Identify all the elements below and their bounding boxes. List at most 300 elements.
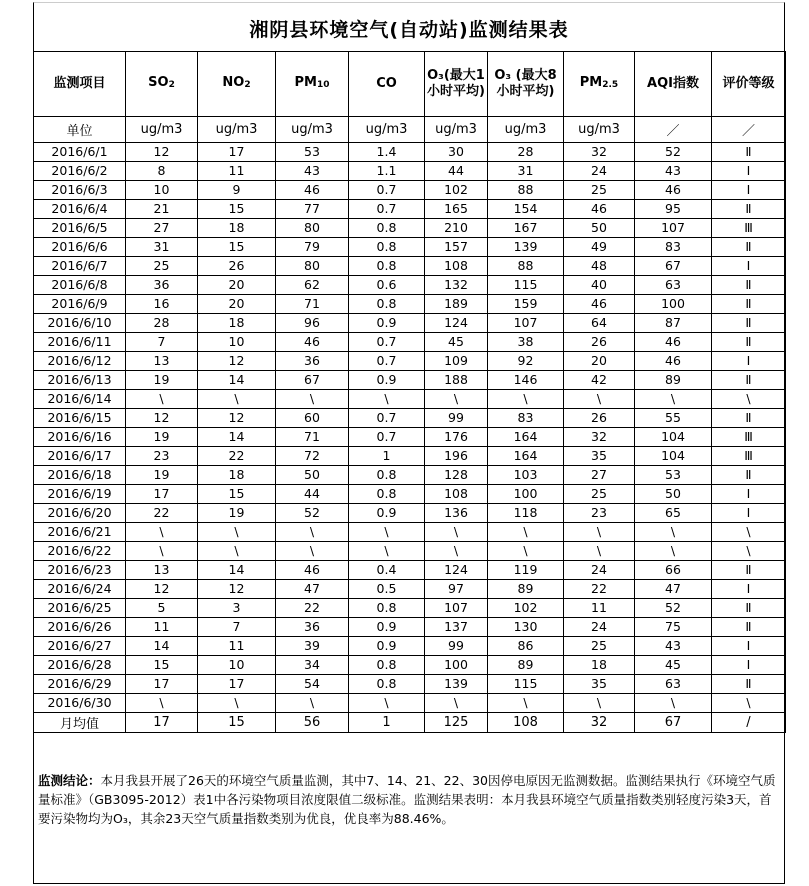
- header-subscript: 2: [244, 80, 251, 90]
- table-row: [34, 219, 786, 238]
- table-cell: Ⅱ: [712, 675, 786, 694]
- table-cell: 19: [126, 428, 198, 447]
- table-cell: \: [126, 523, 198, 542]
- table-cell: 8: [126, 162, 198, 181]
- table-cell: \: [198, 542, 276, 561]
- table-cell: Ⅱ: [712, 561, 786, 580]
- table-cell: 1.4: [349, 143, 425, 162]
- table-cell: 0.8: [349, 466, 425, 485]
- table-cell: 18: [198, 314, 276, 333]
- table-row: [34, 181, 786, 200]
- table-cell: 0.8: [349, 485, 425, 504]
- conclusion: [38, 771, 782, 828]
- table-cell: 13: [126, 352, 198, 371]
- table-cell: ug/m3: [198, 117, 276, 143]
- table-cell: Ⅲ: [712, 428, 786, 447]
- table-cell: 14: [198, 371, 276, 390]
- table-cell: 11: [198, 162, 276, 181]
- table-cell: 2016/6/27: [34, 637, 126, 656]
- table-cell: 0.8: [349, 257, 425, 276]
- table-cell: \: [712, 694, 786, 713]
- table-cell: 23: [126, 447, 198, 466]
- table-cell: 16: [126, 295, 198, 314]
- table-cell: 2016/6/8: [34, 276, 126, 295]
- table-cell: 164: [488, 447, 564, 466]
- table-cell: 104: [635, 447, 712, 466]
- table-row: [34, 561, 786, 580]
- table-cell: 26: [564, 409, 635, 428]
- table-cell: 188: [425, 371, 488, 390]
- table-cell: 2016/6/6: [34, 238, 126, 257]
- table-cell: ／: [635, 117, 712, 143]
- table-row: [34, 542, 786, 561]
- table-cell: 102: [488, 599, 564, 618]
- table-row: [34, 694, 786, 713]
- table-cell: 89: [488, 656, 564, 675]
- table-cell: 0.7: [349, 200, 425, 219]
- table-cell: 2016/6/12: [34, 352, 126, 371]
- table-row: [34, 200, 786, 219]
- table-cell: \: [425, 542, 488, 561]
- table-cell: 0.5: [349, 580, 425, 599]
- table-cell: Ⅰ: [712, 485, 786, 504]
- table-cell: 124: [425, 314, 488, 333]
- table-cell: 22: [198, 447, 276, 466]
- table-cell: 28: [126, 314, 198, 333]
- table-cell: \: [126, 542, 198, 561]
- table-cell: ug/m3: [276, 117, 349, 143]
- header-main: PM: [579, 75, 603, 90]
- table-cell: 44: [276, 485, 349, 504]
- table-cell: 25: [564, 485, 635, 504]
- table-cell: 47: [635, 580, 712, 599]
- table-cell: 35: [564, 447, 635, 466]
- table-row: [34, 504, 786, 523]
- table-row: [34, 257, 786, 276]
- table-cell: 189: [425, 295, 488, 314]
- table-cell: Ⅱ: [712, 333, 786, 352]
- table-cell: 128: [425, 466, 488, 485]
- table-cell: 124: [425, 561, 488, 580]
- table-cell: 102: [425, 181, 488, 200]
- table-cell: 55: [635, 409, 712, 428]
- table-cell: 0.8: [349, 295, 425, 314]
- table-row: [34, 618, 786, 637]
- table-cell: 86: [488, 637, 564, 656]
- table-cell: Ⅲ: [712, 219, 786, 238]
- table-cell: 0.8: [349, 675, 425, 694]
- table-row: [34, 162, 786, 181]
- table-cell: 19: [126, 466, 198, 485]
- table-cell: 26: [564, 333, 635, 352]
- table-cell: \: [126, 694, 198, 713]
- table-cell: 2016/6/25: [34, 599, 126, 618]
- table-cell: 26: [198, 257, 276, 276]
- table-cell: 0.9: [349, 504, 425, 523]
- table-cell: 79: [276, 238, 349, 257]
- header-main: 监测项目: [53, 76, 106, 91]
- table-cell: 66: [635, 561, 712, 580]
- table-cell: 67: [635, 257, 712, 276]
- table-cell: 9: [198, 181, 276, 200]
- conclusion-label: 监测结论：: [38, 773, 101, 788]
- table-row: [34, 143, 786, 162]
- table-cell: 2016/6/30: [34, 694, 126, 713]
- table-cell: Ⅰ: [712, 637, 786, 656]
- table-cell: 104: [635, 428, 712, 447]
- table-cell: 0.7: [349, 428, 425, 447]
- table-cell: 15: [126, 656, 198, 675]
- table-cell: 80: [276, 257, 349, 276]
- table-cell: 18: [198, 466, 276, 485]
- table-cell: 0.9: [349, 314, 425, 333]
- table-cell: 7: [126, 333, 198, 352]
- table-cell: \: [564, 542, 635, 561]
- table-cell: 49: [564, 238, 635, 257]
- column-header: [34, 52, 126, 117]
- column-header: [712, 52, 786, 117]
- table-cell: 67: [635, 713, 712, 733]
- table-cell: Ⅱ: [712, 314, 786, 333]
- table-cell: 97: [425, 580, 488, 599]
- table-cell: 146: [488, 371, 564, 390]
- column-header: [564, 52, 635, 117]
- table-cell: 89: [488, 580, 564, 599]
- table-cell: 2016/6/2: [34, 162, 126, 181]
- table-cell: 0.7: [349, 333, 425, 352]
- table-cell: 46: [635, 333, 712, 352]
- table-cell: 17: [126, 675, 198, 694]
- table-cell: 47: [276, 580, 349, 599]
- table-cell: 65: [635, 504, 712, 523]
- table-cell: 2016/6/5: [34, 219, 126, 238]
- table-cell: 12: [126, 143, 198, 162]
- table-cell: 18: [198, 219, 276, 238]
- table-cell: 89: [635, 371, 712, 390]
- table-cell: 0.9: [349, 618, 425, 637]
- table-cell: 88: [488, 181, 564, 200]
- table-cell: 100: [635, 295, 712, 314]
- table-cell: Ⅰ: [712, 257, 786, 276]
- header-main: 评价等级: [722, 76, 775, 91]
- table-cell: \: [425, 523, 488, 542]
- table-cell: 83: [635, 238, 712, 257]
- table-cell: \: [564, 390, 635, 409]
- table-cell: 11: [198, 637, 276, 656]
- table-cell: 32: [564, 713, 635, 733]
- table-cell: 63: [635, 276, 712, 295]
- table-cell: 2016/6/26: [34, 618, 126, 637]
- table-cell: \: [635, 542, 712, 561]
- table-cell: 99: [425, 409, 488, 428]
- table-cell: Ⅰ: [712, 181, 786, 200]
- table-cell: 92: [488, 352, 564, 371]
- table-cell: \: [425, 694, 488, 713]
- table-cell: 2016/6/24: [34, 580, 126, 599]
- header-main: O₃(最大1小时平均): [427, 68, 485, 99]
- table-cell: \: [349, 390, 425, 409]
- table-cell: 2016/6/1: [34, 143, 126, 162]
- table-cell: 1: [349, 713, 425, 733]
- table-cell: 2016/6/4: [34, 200, 126, 219]
- table-cell: 2016/6/7: [34, 257, 126, 276]
- table-cell: ug/m3: [349, 117, 425, 143]
- average-row: [34, 713, 786, 733]
- table-cell: 96: [276, 314, 349, 333]
- table-cell: 2016/6/17: [34, 447, 126, 466]
- header-main: PM: [294, 75, 317, 90]
- monitoring-table: [33, 51, 786, 733]
- table-cell: Ⅱ: [712, 618, 786, 637]
- table-cell: \: [635, 523, 712, 542]
- table-cell: 15: [198, 485, 276, 504]
- header-subscript: 10: [316, 80, 330, 90]
- table-cell: \: [635, 390, 712, 409]
- table-cell: 108: [425, 485, 488, 504]
- table-cell: 12: [126, 409, 198, 428]
- table-cell: 83: [488, 409, 564, 428]
- table-cell: 1.1: [349, 162, 425, 181]
- table-cell: Ⅱ: [712, 371, 786, 390]
- table-cell: 43: [635, 162, 712, 181]
- table-cell: 40: [564, 276, 635, 295]
- table-cell: \: [276, 390, 349, 409]
- table-cell: 107: [635, 219, 712, 238]
- table-cell: ／: [712, 117, 786, 143]
- table-row: [34, 523, 786, 542]
- table-cell: 165: [425, 200, 488, 219]
- table-cell: \: [126, 390, 198, 409]
- table-cell: 36: [276, 618, 349, 637]
- table-cell: Ⅱ: [712, 200, 786, 219]
- table-cell: 2016/6/15: [34, 409, 126, 428]
- table-row: [34, 390, 786, 409]
- table-cell: ug/m3: [126, 117, 198, 143]
- table-cell: Ⅱ: [712, 599, 786, 618]
- table-cell: 3: [198, 599, 276, 618]
- unit-row: [34, 117, 786, 143]
- table-cell: 18: [564, 656, 635, 675]
- table-cell: Ⅰ: [712, 352, 786, 371]
- table-cell: 136: [425, 504, 488, 523]
- table-cell: 139: [488, 238, 564, 257]
- table-cell: 2016/6/9: [34, 295, 126, 314]
- table-cell: 56: [276, 713, 349, 733]
- table-cell: 27: [126, 219, 198, 238]
- table-cell: 单位: [34, 117, 126, 143]
- table-cell: 17: [198, 143, 276, 162]
- table-cell: 196: [425, 447, 488, 466]
- table-row: [34, 352, 786, 371]
- table-cell: 154: [488, 200, 564, 219]
- table-cell: \: [564, 694, 635, 713]
- table-cell: 0.8: [349, 599, 425, 618]
- table-cell: 159: [488, 295, 564, 314]
- table-row: [34, 314, 786, 333]
- table-cell: \: [349, 694, 425, 713]
- table-row: [34, 466, 786, 485]
- table-cell: 80: [276, 219, 349, 238]
- table-cell: 45: [635, 656, 712, 675]
- table-cell: \: [425, 390, 488, 409]
- table-cell: 46: [276, 333, 349, 352]
- column-header: [635, 52, 712, 117]
- table-cell: 32: [564, 143, 635, 162]
- table-cell: 2016/6/21: [34, 523, 126, 542]
- table-cell: 103: [488, 466, 564, 485]
- table-cell: 20: [198, 295, 276, 314]
- table-cell: 2016/6/3: [34, 181, 126, 200]
- table-cell: 46: [635, 352, 712, 371]
- table-cell: 115: [488, 675, 564, 694]
- table-row: [34, 333, 786, 352]
- table-cell: 44: [425, 162, 488, 181]
- table-cell: 2016/6/19: [34, 485, 126, 504]
- table-cell: ug/m3: [488, 117, 564, 143]
- table-cell: 43: [635, 637, 712, 656]
- table-cell: 19: [126, 371, 198, 390]
- table-cell: 0.6: [349, 276, 425, 295]
- table-cell: 21: [126, 200, 198, 219]
- table-cell: \: [488, 694, 564, 713]
- table-cell: 35: [564, 675, 635, 694]
- table-cell: 119: [488, 561, 564, 580]
- table-cell: 2016/6/13: [34, 371, 126, 390]
- table-cell: \: [349, 542, 425, 561]
- table-cell: 12: [126, 580, 198, 599]
- table-cell: Ⅱ: [712, 466, 786, 485]
- table-row: [34, 295, 786, 314]
- column-header: [198, 52, 276, 117]
- table-cell: 14: [198, 428, 276, 447]
- table-cell: 167: [488, 219, 564, 238]
- table-cell: 5: [126, 599, 198, 618]
- table-cell: 52: [635, 599, 712, 618]
- table-cell: 0.7: [349, 181, 425, 200]
- table-cell: 63: [635, 675, 712, 694]
- table-cell: \: [488, 523, 564, 542]
- table-cell: 108: [425, 257, 488, 276]
- table-cell: 46: [564, 295, 635, 314]
- table-cell: Ⅱ: [712, 276, 786, 295]
- table-cell: 157: [425, 238, 488, 257]
- table-row: [34, 599, 786, 618]
- table-cell: Ⅰ: [712, 580, 786, 599]
- table-cell: 77: [276, 200, 349, 219]
- table-cell: 22: [126, 504, 198, 523]
- table-cell: 34: [276, 656, 349, 675]
- table-cell: 2016/6/29: [34, 675, 126, 694]
- table-row: [34, 485, 786, 504]
- table-cell: 42: [564, 371, 635, 390]
- table-cell: 0.7: [349, 352, 425, 371]
- table-cell: 107: [425, 599, 488, 618]
- table-cell: 50: [635, 485, 712, 504]
- table-cell: 17: [198, 675, 276, 694]
- table-cell: Ⅲ: [712, 447, 786, 466]
- table-cell: 月均值: [34, 713, 126, 733]
- table-cell: 27: [564, 466, 635, 485]
- table-cell: 67: [276, 371, 349, 390]
- table-cell: 137: [425, 618, 488, 637]
- table-cell: 87: [635, 314, 712, 333]
- table-cell: 52: [635, 143, 712, 162]
- table-cell: \: [635, 694, 712, 713]
- table-cell: \: [712, 523, 786, 542]
- table-cell: 53: [635, 466, 712, 485]
- table-cell: 36: [126, 276, 198, 295]
- table-row: [34, 675, 786, 694]
- table-cell: 2016/6/28: [34, 656, 126, 675]
- table-cell: 2016/6/20: [34, 504, 126, 523]
- report-title: 湘阴县环境空气(自动站)监测结果表: [249, 19, 569, 41]
- table-cell: Ⅰ: [712, 162, 786, 181]
- table-cell: 2016/6/16: [34, 428, 126, 447]
- table-cell: 130: [488, 618, 564, 637]
- header-row: [34, 52, 786, 117]
- table-cell: 10: [198, 656, 276, 675]
- table-row: [34, 428, 786, 447]
- table-cell: 132: [425, 276, 488, 295]
- table-cell: 64: [564, 314, 635, 333]
- table-cell: Ⅱ: [712, 238, 786, 257]
- table-row: [34, 637, 786, 656]
- table-cell: Ⅱ: [712, 295, 786, 314]
- table-cell: 50: [276, 466, 349, 485]
- table-cell: 50: [564, 219, 635, 238]
- table-cell: 48: [564, 257, 635, 276]
- table-cell: \: [488, 542, 564, 561]
- table-cell: 11: [564, 599, 635, 618]
- table-cell: \: [198, 694, 276, 713]
- table-cell: 12: [198, 352, 276, 371]
- table-cell: 28: [488, 143, 564, 162]
- table-row: [34, 276, 786, 295]
- table-cell: 46: [276, 561, 349, 580]
- table-cell: 71: [276, 295, 349, 314]
- header-main: CO: [376, 76, 397, 91]
- table-cell: Ⅱ: [712, 409, 786, 428]
- table-cell: 20: [198, 276, 276, 295]
- column-header: [349, 52, 425, 117]
- table-cell: 46: [276, 181, 349, 200]
- table-cell: 14: [126, 637, 198, 656]
- table-cell: Ⅰ: [712, 504, 786, 523]
- table-cell: 22: [564, 580, 635, 599]
- table-row: [34, 656, 786, 675]
- table-cell: 1: [349, 447, 425, 466]
- table-cell: 17: [126, 485, 198, 504]
- table-cell: 53: [276, 143, 349, 162]
- table-row: [34, 371, 786, 390]
- table-cell: 22: [276, 599, 349, 618]
- table-cell: \: [198, 390, 276, 409]
- table-cell: 99: [425, 637, 488, 656]
- table-cell: 118: [488, 504, 564, 523]
- table-cell: 176: [425, 428, 488, 447]
- table-cell: 32: [564, 428, 635, 447]
- table-cell: 46: [564, 200, 635, 219]
- table-cell: /: [712, 713, 786, 733]
- header-subscript: 2.5: [602, 80, 619, 90]
- table-cell: 0.8: [349, 219, 425, 238]
- table-cell: 0.8: [349, 238, 425, 257]
- table-cell: 0.9: [349, 371, 425, 390]
- table-cell: 100: [488, 485, 564, 504]
- table-row: [34, 447, 786, 466]
- table-cell: 95: [635, 200, 712, 219]
- table-cell: 10: [198, 333, 276, 352]
